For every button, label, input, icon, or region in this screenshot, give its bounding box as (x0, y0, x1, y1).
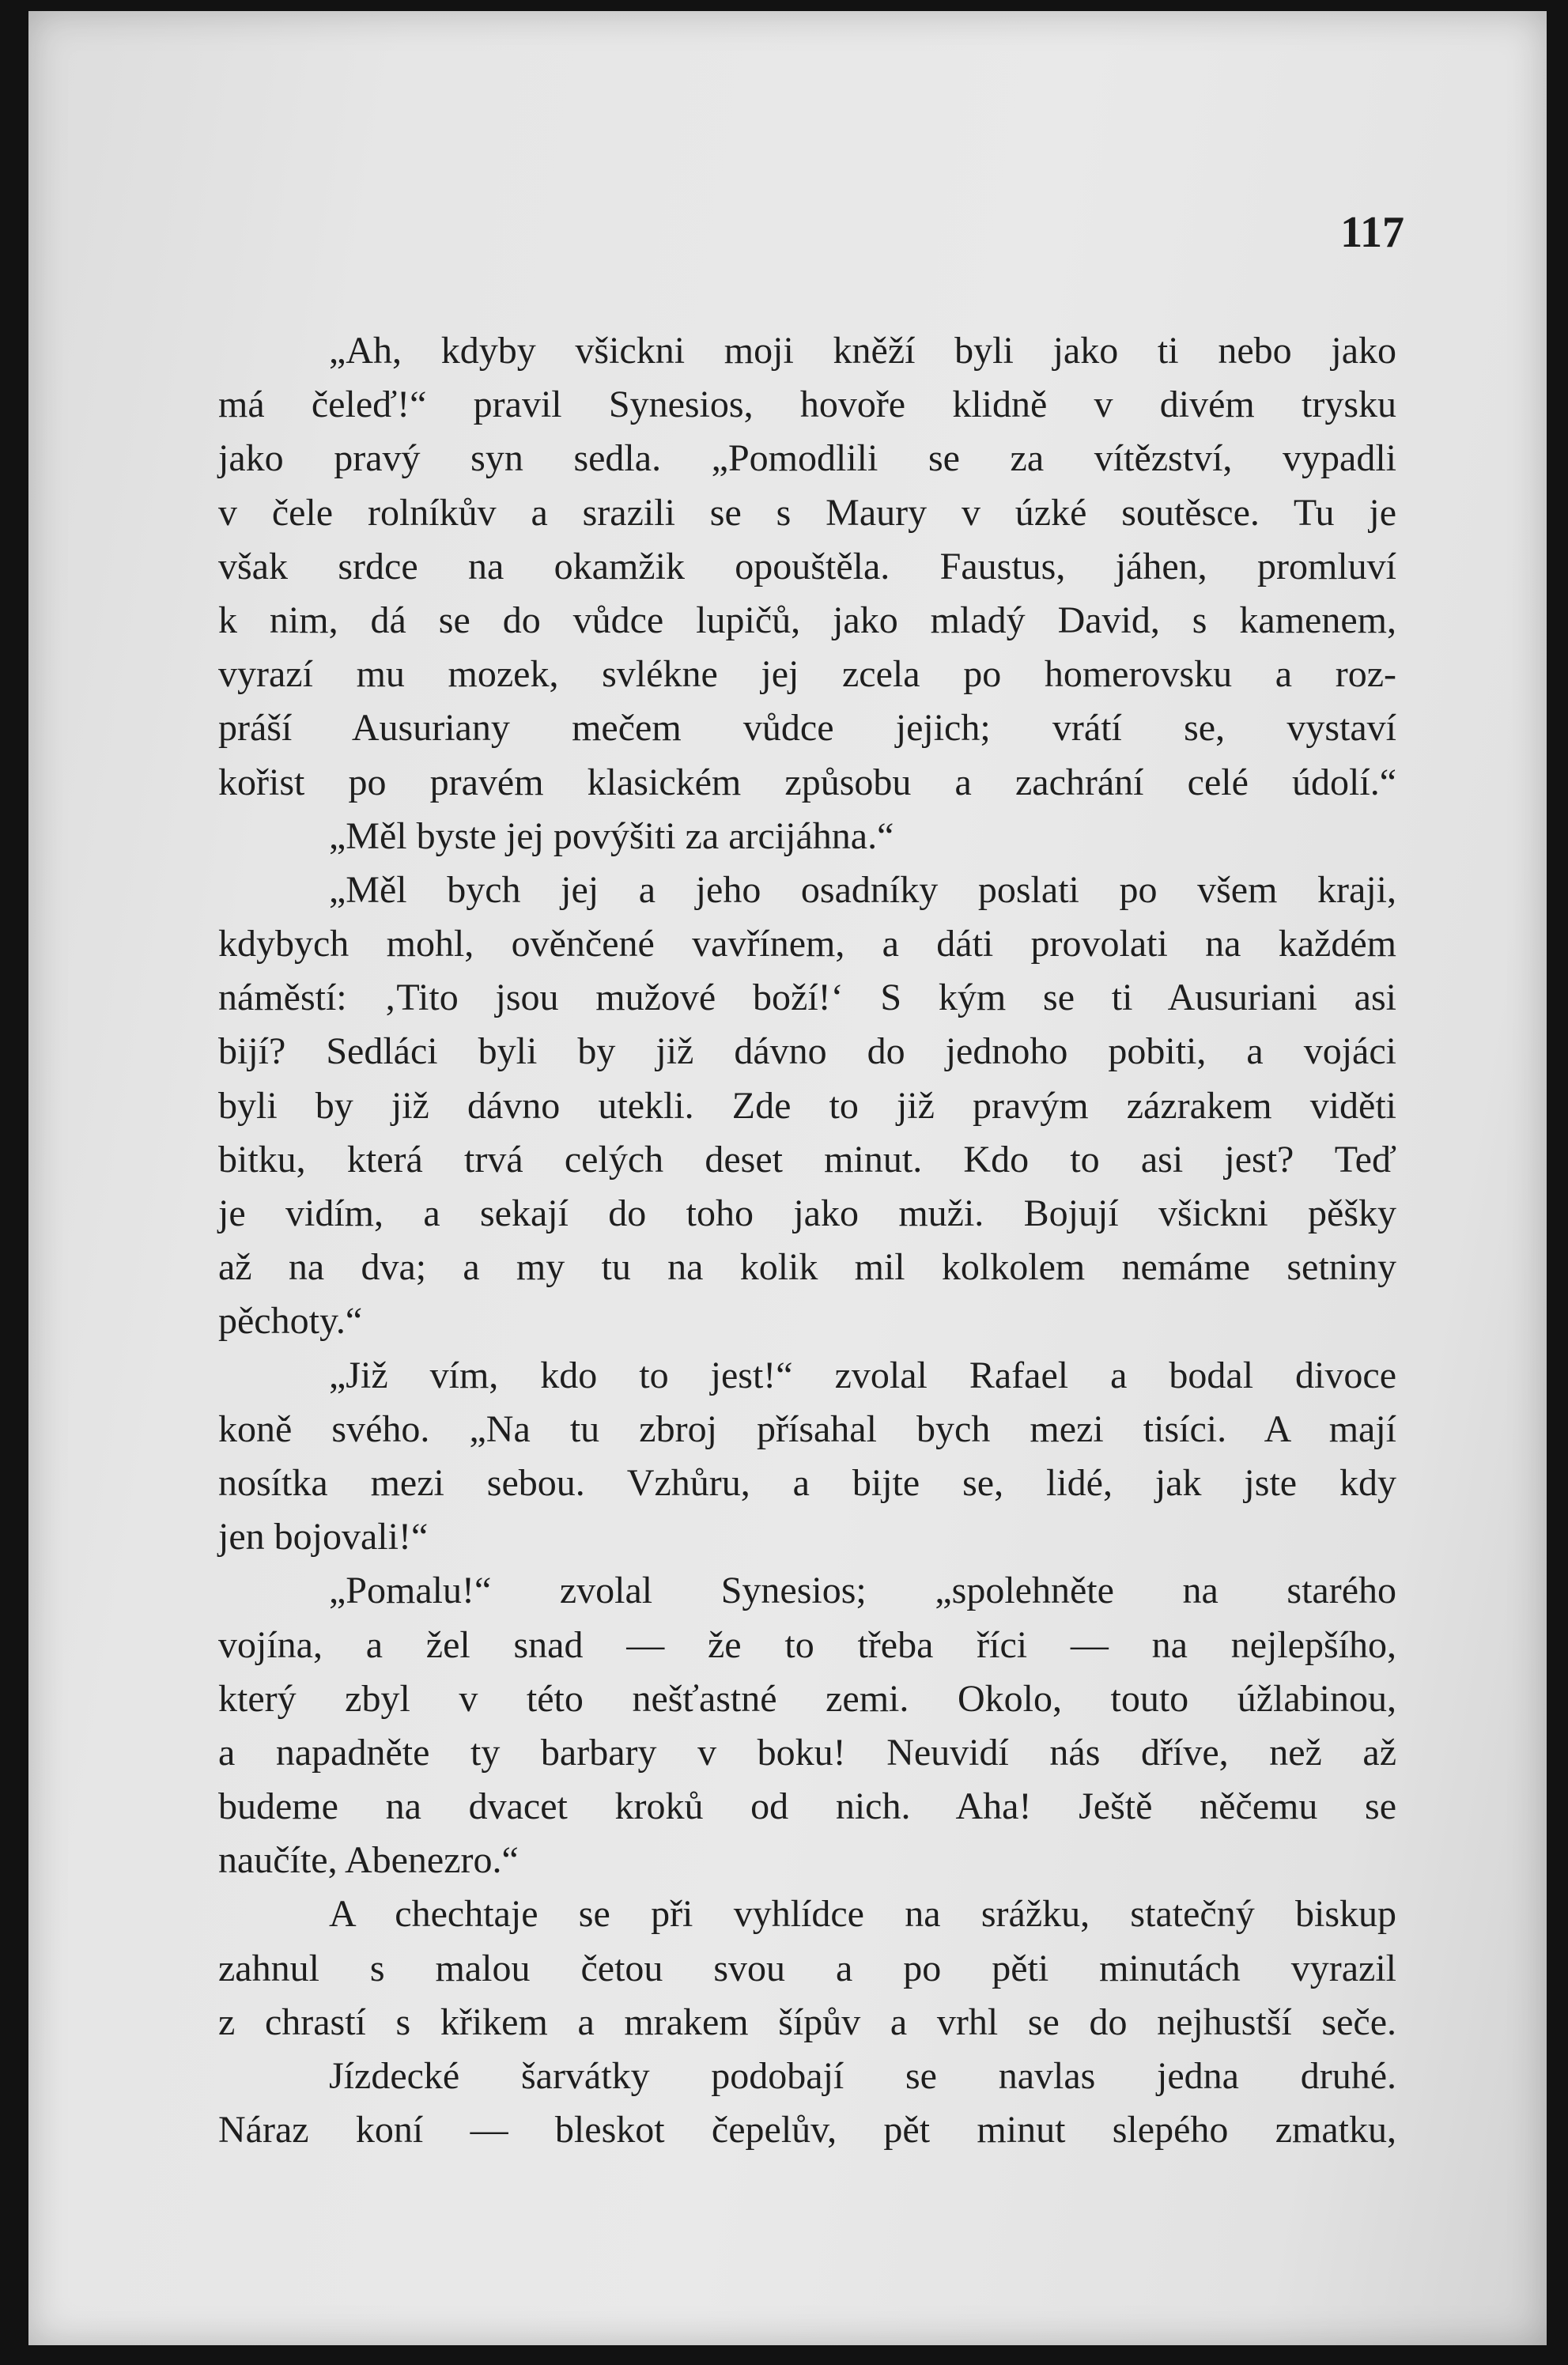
text-line: práší Ausuriany mečem vůdce jejich; vrátí se, vystaví (218, 707, 1396, 750)
text-line: vojína, a žel snad — že to třeba říci — na nejlepšího, (218, 1623, 1396, 1666)
text-line: náměstí: ‚Tito jsou mužové boží!‘ S kým se ti Ausuriani asi (218, 977, 1396, 1019)
text-line: jako pravý syn sedla. „Pomodlili se za vítězství, vypadli (218, 437, 1396, 480)
book-page (28, 11, 1547, 2345)
text-line: „Měl bych jej a jeho osadníky poslati po všem kraji, (329, 868, 1396, 911)
text-line: však srdce na okamžik opouštěla. Faustus, jáhen, promluví (218, 545, 1396, 587)
text-line: a napadněte ty barbary v boku! Neuvidí nás dříve, než až (218, 1731, 1396, 1774)
text-line: zahnul s malou četou svou a po pěti minutách vyrazil (218, 1947, 1396, 1989)
page-number: 117 (1340, 208, 1404, 257)
text-line: bitku, která trvá celých deset minut. Kdo to asi jest? Teď (218, 1138, 1396, 1181)
text-line: z chrastí s křikem a mrakem šípův a vrhl se do nejhustší seče. (218, 2000, 1396, 2043)
text-line: až na dva; a my tu na kolik mil kolkolem nemáme setniny (218, 1246, 1396, 1289)
text-line: nosítka mezi sebou. Vzhůru, a bijte se, lidé, jak jste kdy (218, 1461, 1396, 1504)
text-line: kořist po pravém klasickém způsobu a zachrání celé údolí.“ (218, 761, 1396, 803)
text-line: v čele rolníkův a srazili se s Maury v úzké soutěsce. Tu je (218, 491, 1396, 534)
text-line: byli by již dávno utekli. Zde to již pravým zázrakem viděti (218, 1084, 1396, 1127)
text-line: Náraz koní — bleskot čepelův, pět minut slepého zmatku, (218, 2109, 1396, 2152)
text-line: má čeleď!“ pravil Synesios, hovoře klidně v divém trysku (218, 383, 1396, 426)
text-line: „Ah, kdyby všickni moji kněží byli jako ti nebo jako (329, 330, 1396, 372)
text-line: „Měl byste jej povýšiti za arcijáhna.“ (329, 814, 894, 857)
text-line: k nim, dá se do vůdce lupičů, jako mladý David, s kamenem, (218, 599, 1396, 641)
text-line: koně svého. „Na tu zbroj přísahal bych mezi tisíci. A mají (218, 1407, 1396, 1450)
text-line: Jízdecké šarvátky podobají se navlas jedna druhé. (329, 2055, 1396, 2097)
text-line: vyrazí mu mozek, svlékne jej zcela po homerovsku a roz- (218, 653, 1396, 696)
page-text (218, 324, 1396, 2157)
text-line: naučíte, Abenezro.“ (218, 1839, 519, 1882)
text-line: kdybych mohl, ověnčené vavřínem, a dáti provolati na každém (218, 923, 1396, 965)
text-line: který zbyl v této nešťastné zemi. Okolo, touto úžlabinou, (218, 1677, 1396, 1720)
text-line: bijí? Sedláci byli by již dávno do jednoho pobiti, a vojáci (218, 1030, 1396, 1073)
text-line: jen bojovali!“ (218, 1516, 429, 1558)
text-line: „Již vím, kdo to jest!“ zvolal Rafael a bodal divoce (329, 1354, 1396, 1396)
text-line: A chechtaje se při vyhlídce na srážku, statečný biskup (329, 1893, 1396, 1936)
text-line: pěchoty.“ (218, 1300, 363, 1343)
text-line: je vidím, a sekají do toho jako muži. Bojují všickni pěšky (218, 1192, 1396, 1234)
text-line: budeme na dvacet kroků od nich. Aha! Ještě něčemu se (218, 1785, 1396, 1828)
text-line: „Pomalu!“ zvolal Synesios; „spolehněte na starého (329, 1570, 1396, 1612)
